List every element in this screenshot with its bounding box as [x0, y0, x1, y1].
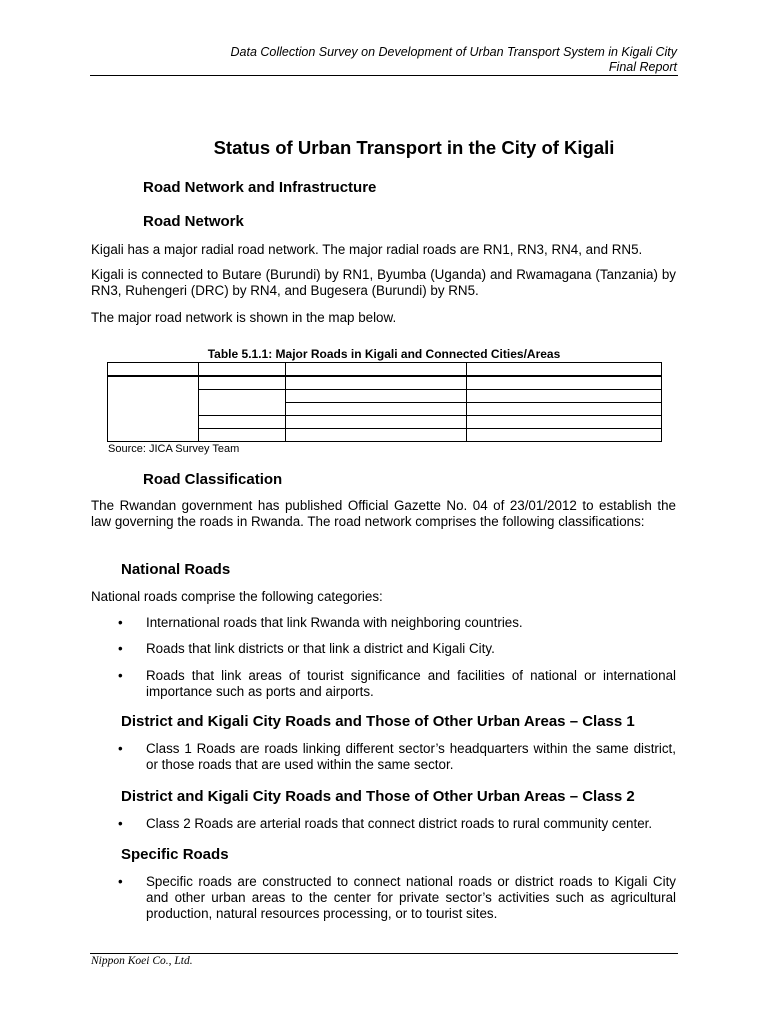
subheading-national-roads: National Roads — [121, 561, 231, 578]
bullet-marker: • — [118, 668, 123, 683]
table-cell — [199, 416, 286, 429]
table-cell — [286, 390, 467, 403]
bullet-marker: • — [118, 816, 123, 831]
table-cell — [467, 363, 662, 377]
bullet-marker: • — [118, 641, 123, 656]
table-cell — [199, 429, 286, 442]
section-heading-road-network-infrastructure: Road Network and Infrastructure — [143, 179, 377, 196]
table-caption: Table 5.1.1: Major Roads in Kigali and Connected Cities/Areas — [207, 347, 561, 361]
paragraph-radial-roads: Kigali has a major radial road network. The major radial roads are RN1, RN3, RN4, and RN5. — [91, 242, 643, 257]
table-cell — [199, 390, 286, 416]
bullet-tourist-roads: Roads that link areas of tourist significance and facilities of national or international importance such as ports and airports. — [146, 668, 676, 699]
bullet-class-1: Class 1 Roads are roads linking different sector’s headquarters within the same district, or those roads that are used within the same sector. — [146, 741, 676, 772]
bullet-class-2: Class 2 Roads are arterial roads that connect district roads to rural community center. — [146, 816, 653, 831]
bullet-marker: • — [118, 615, 123, 630]
table-cell — [467, 376, 662, 390]
paragraph-map-reference: The major road network is shown in the map below. — [91, 310, 397, 325]
bullet-international-roads: International roads that link Rwanda with neighboring countries. — [146, 615, 523, 630]
table-cell — [286, 376, 467, 390]
table-cell — [199, 376, 286, 390]
subheading-specific-roads: Specific Roads — [121, 846, 229, 863]
header-rule — [90, 75, 678, 76]
table-cell — [108, 376, 199, 442]
bullet-specific-roads: Specific roads are constructed to connect national roads or district roads to Kigali City and other urban areas to the center for private sector’s activities such as agricultural production, natural resources processing, or to tourist sites. — [146, 874, 676, 921]
section-heading-road-classification: Road Classification — [143, 471, 283, 488]
footer-company: Nippon Koei Co., Ltd. — [91, 955, 193, 967]
section-heading-road-network: Road Network — [143, 213, 244, 230]
table-cell — [286, 363, 467, 377]
table-cell — [286, 429, 467, 442]
table-cell — [199, 363, 286, 377]
running-header-title: Data Collection Survey on Development of Urban Transport System in Kigali City — [230, 45, 677, 59]
major-roads-table — [107, 362, 662, 442]
paragraph-gazette: The Rwandan government has published Official Gazette No. 04 of 23/01/2012 to establish the law governing the roads in Rwanda. The road network comprises the following classifications: — [91, 498, 676, 529]
table-cell — [467, 416, 662, 429]
page-title: Status of Urban Transport in the City of Kigali — [213, 137, 615, 158]
subheading-class-2: District and Kigali City Roads and Those of Other Urban Areas – Class 2 — [121, 788, 635, 805]
bullet-marker: • — [118, 741, 123, 756]
bullet-district-roads: Roads that link districts or that link a district and Kigali City. — [146, 641, 495, 656]
table-cell — [108, 363, 199, 377]
running-header-subtitle: Final Report — [608, 60, 677, 74]
table-cell — [467, 390, 662, 403]
table-row — [108, 376, 662, 390]
table-cell — [286, 416, 467, 429]
table-cell — [467, 429, 662, 442]
table-source: Source: JICA Survey Team — [108, 443, 240, 455]
table-header-row — [108, 363, 662, 377]
paragraph-national-intro: National roads comprise the following categories: — [91, 589, 383, 604]
bullet-marker: • — [118, 874, 123, 889]
footer-rule — [90, 953, 678, 954]
table-cell — [467, 403, 662, 416]
paragraph-connections: Kigali is connected to Butare (Burundi) by RN1, Byumba (Uganda) and Rwamagana (Tanzania) by RN3, Ruhengeri (DRC) by RN4, and Bugesera (Burundi) by RN5. — [91, 267, 676, 298]
table-cell — [286, 403, 467, 416]
subheading-class-1: District and Kigali City Roads and Those of Other Urban Areas – Class 1 — [121, 713, 635, 730]
